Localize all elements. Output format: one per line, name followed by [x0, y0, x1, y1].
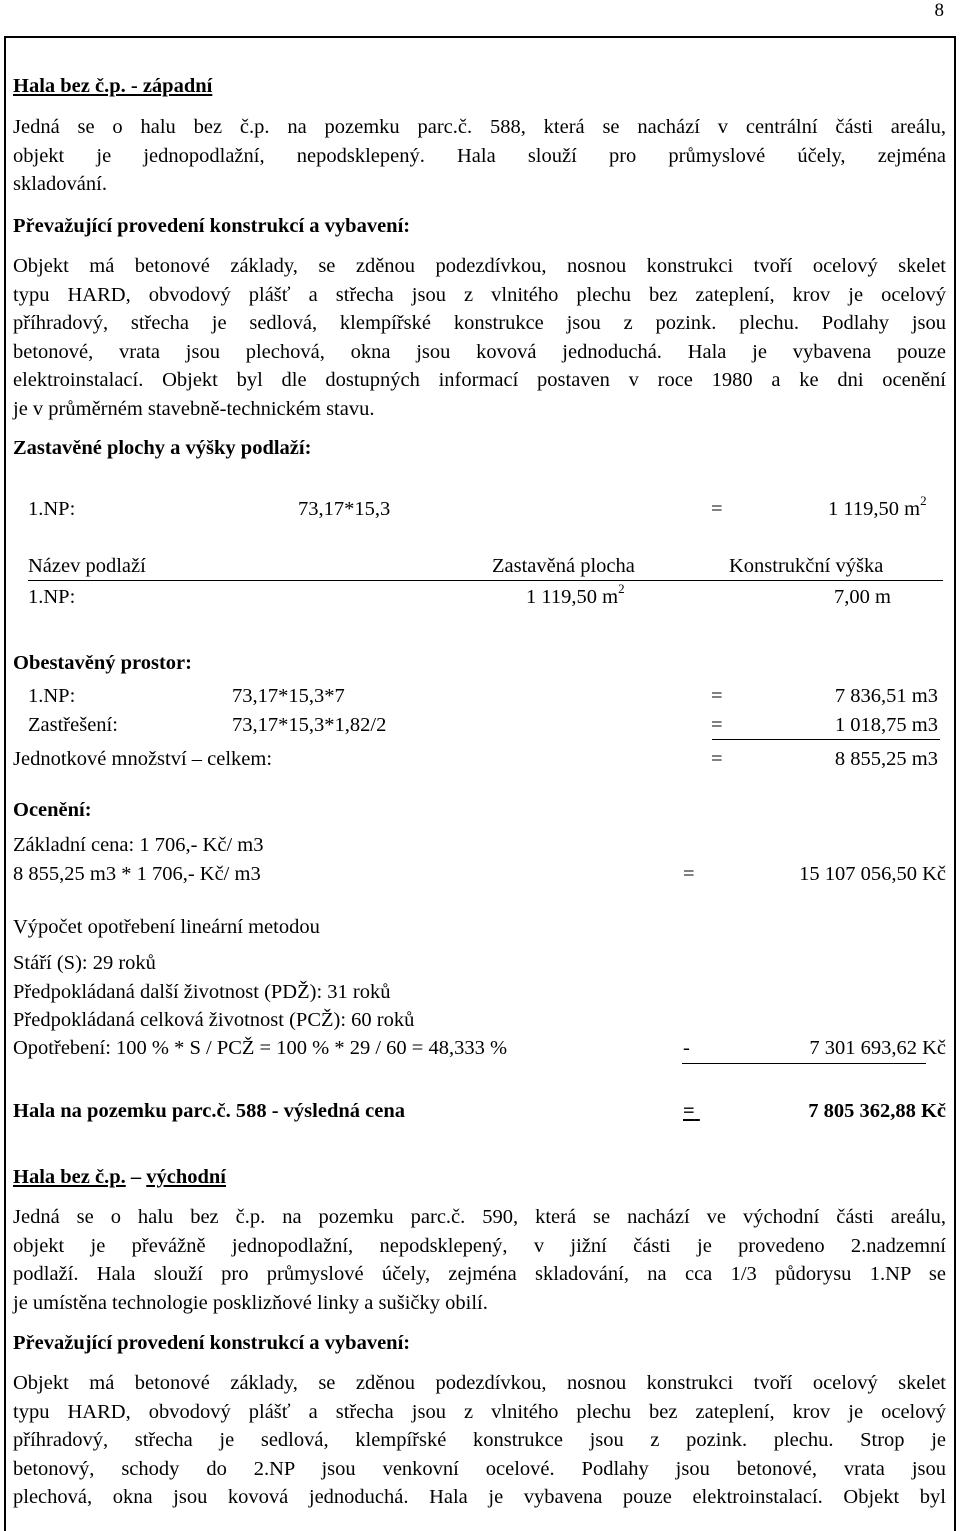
area-formula: 73,17*15,3	[298, 498, 391, 520]
price-calc-label: 8 855,25 m3 * 1 706,- Kč/ m3	[13, 863, 261, 885]
age-line: Stáří (S): 29 roků	[13, 952, 156, 974]
text-line: příhradový, střecha je sedlová, klempířské konstrukce jsou z pozink. plechu. Podlahy jsou	[13, 312, 946, 334]
text-line: je umístěna technologie posklizňové linky a sušičky obilí.	[13, 1291, 488, 1314]
volume-total-eq: =	[711, 748, 723, 770]
text-line: Jedná se o halu bez č.p. na pozemku parc.č. 590, která se nachází ve východní části areálu,	[13, 1206, 946, 1228]
volume-sum-line	[712, 739, 940, 740]
result-label: Hala na pozemku parc.č. 588 - výsledná cena	[13, 1100, 405, 1122]
text-line: elektroinstalací. Objekt byl dle dostupných informací postaven v roce 1980 a ke dni ocenění	[13, 369, 946, 391]
area-label: 1.NP:	[28, 498, 76, 520]
volume-row-eq: =	[711, 714, 723, 736]
table-cell-height: 7,00 m	[834, 586, 891, 608]
areas-heading: Zastavěné plochy a výšky podlaží:	[13, 437, 312, 459]
text-line: objekt je jednopodlažní, nepodsklepený. Hala slouží pro průmyslové účely, zejména	[13, 144, 946, 167]
table-header-area: Zastavěná plocha	[492, 555, 635, 577]
depreciation-sign: -	[683, 1037, 690, 1059]
result-line	[683, 1099, 946, 1123]
volume-row-value: 1 018,75 m3	[834, 714, 938, 736]
volume-row-formula: 73,17*15,3*7	[232, 685, 345, 707]
section-title-west: Hala bez č.p. - západní	[13, 75, 213, 97]
volume-row-label: 1.NP:	[28, 685, 76, 707]
depreciation-sum-line	[682, 1063, 926, 1064]
text-line: typu HARD, obvodový plášť a střecha jsou z vlnitého plechu bez zateplení, krov je ocelový	[13, 283, 946, 306]
volume-total-label: Jednotkové množství – celkem:	[13, 748, 273, 770]
depreciation-label: Opotřebení: 100 % * S / PCŽ = 100 % * 29 / 60 = 48,333 %	[13, 1037, 508, 1059]
construction-heading-east: Převažující provedení konstrukcí a vybavení:	[13, 1332, 411, 1354]
title-east-part-a: Hala bez č.p.	[13, 1166, 126, 1188]
text-line: objekt je převážně jednopodlažní, nepodsklepený, v jižní části je provedeno 2.nadzemní	[13, 1234, 946, 1257]
text-line: příhradový, střecha je sedlová, klempířské konstrukce jsou z pozink. plechu. Strop je	[13, 1429, 946, 1451]
area-sup: 2	[920, 493, 927, 508]
table-header-name: Název podlaží	[28, 555, 146, 577]
total-life-line: Předpokládaná celková životnost (PCŽ): 60 roků	[13, 1009, 415, 1031]
intro-paragraph-east	[13, 1203, 946, 1317]
volume-total-value: 8 855,25 m3	[834, 748, 938, 770]
text-line: je v průměrném stavebně-technickém stavu.	[13, 397, 375, 420]
construction-paragraph-west	[13, 252, 946, 423]
text-line: Jedná se o halu bez č.p. na pozemku parc.č. 588, která se nachází v centrální části areálu,	[13, 116, 946, 138]
text-line: betonové, vrata jsou plechová, okna jsou kovová jednoduchá. Hala je vybavena pouze	[13, 340, 946, 363]
volume-row-label: Zastřešení:	[28, 714, 118, 736]
area-value	[828, 493, 927, 521]
intro-paragraph-west	[13, 113, 946, 199]
result-value: 7 805 362,88 Kč	[808, 1100, 946, 1122]
table-header-height: Konstrukční výška	[729, 555, 884, 577]
depreciation-method: Výpočet opotřebení lineární metodou	[13, 916, 320, 938]
remaining-life-line: Předpokládaná další životnost (PDŽ): 31 roků	[13, 981, 391, 1003]
area-value-text: 1 119,50 m	[828, 498, 921, 520]
table-cell-name: 1.NP:	[28, 586, 76, 608]
section-title-east	[13, 1165, 226, 1189]
text-line: Objekt má betonové základy, se zděnou podezdívkou, nosnou konstrukci tvoří ocelový skelet	[13, 1372, 946, 1394]
volume-row-value: 7 836,51 m3	[834, 685, 938, 707]
area-eq: =	[711, 498, 723, 520]
volume-row-eq: =	[711, 685, 723, 707]
text-line: podlaží. Hala slouží pro průmyslové účely, zejména skladování, na cca 1/3 půdorysu 1.NP se	[13, 1263, 946, 1285]
construction-heading-west: Převažující provedení konstrukcí a vybavení:	[13, 215, 411, 237]
volume-row-formula: 73,17*15,3*1,82/2	[232, 714, 387, 736]
text-line: Objekt má betonové základy, se zděnou podezdívkou, nosnou konstrukci tvoří ocelový skelet	[13, 255, 946, 277]
price-calc-eq: =	[683, 863, 695, 885]
base-price: Základní cena: 1 706,- Kč/ m3	[13, 834, 264, 856]
table-cell-area-sup: 2	[618, 581, 625, 596]
volume-heading: Obestavěný prostor:	[13, 652, 192, 674]
text-line: typu HARD, obvodový plášť a střecha jsou z vlnitého plechu bez zateplení, krov je ocelový	[13, 1400, 946, 1423]
construction-paragraph-east	[13, 1369, 946, 1512]
price-calc-value: 15 107 056,50 Kč	[799, 863, 946, 885]
depreciation-value: 7 301 693,62 Kč	[809, 1037, 946, 1059]
page-number: 8	[934, 0, 944, 21]
title-east-part-b: východní	[146, 1166, 226, 1188]
title-east-sep: –	[125, 1166, 147, 1188]
valuation-heading: Ocenění:	[13, 799, 92, 821]
table-cell-area-text: 1 119,50 m	[526, 586, 619, 608]
text-line: betonový, schody do 2.NP jsou venkovní ocelové. Podlahy jsou betonové, vrata jsou	[13, 1457, 946, 1480]
table-cell-area	[526, 581, 625, 609]
table-header-divider	[28, 580, 943, 581]
text-line: plechová, okna jsou kovová jednoduchá. Hala je vybavena pouze elektroinstalací. Objekt byl	[13, 1486, 946, 1508]
result-eq: =	[683, 1100, 695, 1122]
text-line: skladování.	[13, 173, 107, 195]
